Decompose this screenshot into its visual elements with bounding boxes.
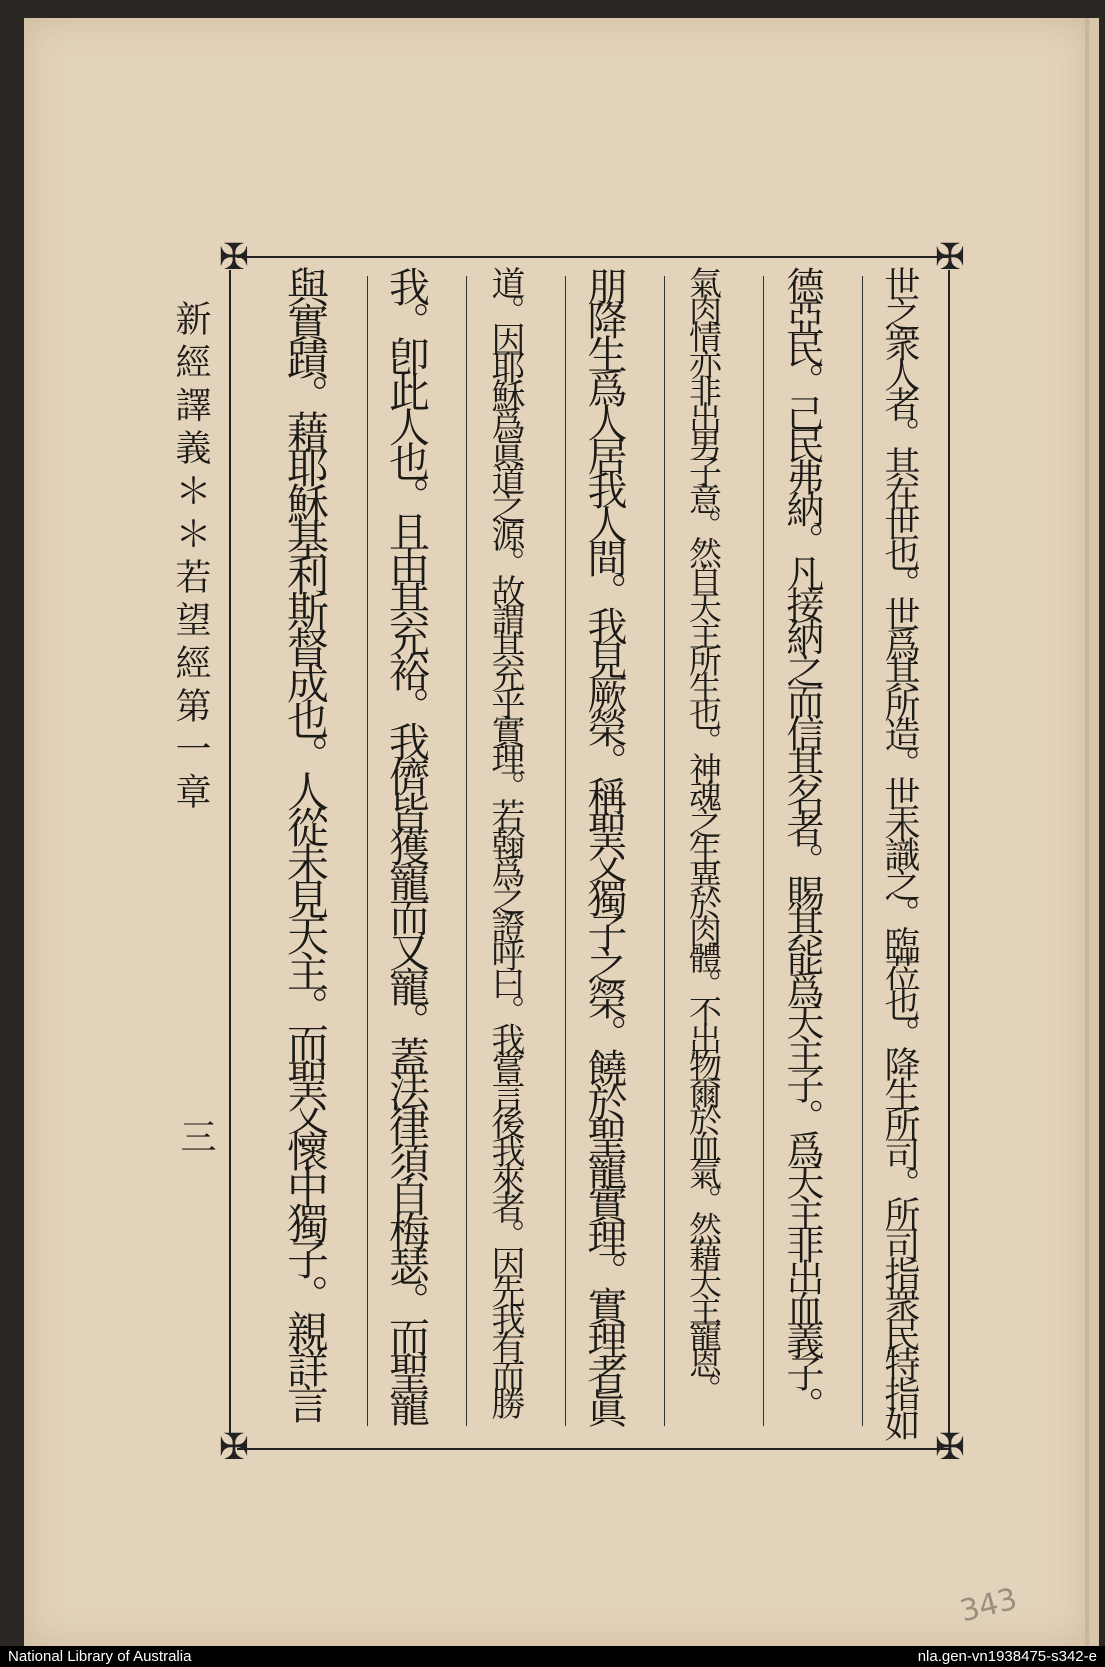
column-rule xyxy=(862,276,863,1426)
text-column-7: 與實蹟。藉耶穌基利斯督成也。人從未見天主。而聖父懷中獨子。親詳言 xyxy=(281,266,330,1418)
page-edge xyxy=(1085,18,1089,1646)
column-rule xyxy=(466,276,467,1426)
footer-identifier: nla.gen-vn1938475-s342-e xyxy=(917,1648,1097,1665)
text-column-2: 德亞民。己民弗納。凡接納之而信其名者。賜其能爲天主子。爲天主非出血義子。 xyxy=(780,266,824,1418)
page-number: 三 xyxy=(175,1118,216,1154)
ornament-top-right-icon: ✠ xyxy=(934,237,966,278)
text-column-5: 道。因耶穌爲眞道之源。故謂其充乎實理。若翰爲之證呼曰。我嘗言後我來者。因先我有而勝 xyxy=(485,266,525,1414)
text-column-6: 我。卽此人也。且由其充裕。我儕皆獲寵而又寵。蓋法律須自梅瑟。而聖寵 xyxy=(382,266,430,1421)
running-head: 新經譯義＊＊若望經第一章 xyxy=(170,300,211,816)
text-column-4: 朋降生爲人居我人間。我見厥榮。稱聖父獨子之榮。饒於聖寵實理。實理者眞 xyxy=(581,266,627,1422)
frame-left-rule xyxy=(229,270,231,1434)
column-rule xyxy=(664,276,665,1426)
column-rule xyxy=(565,276,566,1426)
pencil-annotation: 343 xyxy=(956,1581,1021,1630)
ornament-bottom-left-icon: ✠ xyxy=(218,1427,250,1468)
ornament-top-left-icon: ✠ xyxy=(218,237,250,278)
footer-bar xyxy=(0,1646,1105,1667)
text-column-1: 世之衆人者。其在世也。世爲其所造。世未識之。臨莅也。降生所司。所司指衆民特指如 xyxy=(879,266,920,1436)
text-column-3: 氣肉情亦非出男子意。然自天主所生也。神魂之生異於肉體。不出物爾於血氣。然藉天主寵恩。 xyxy=(684,266,723,1400)
footer-source: National Library of Australia xyxy=(8,1648,192,1665)
frame-right-rule xyxy=(948,270,950,1434)
column-rule xyxy=(763,276,764,1426)
ornament-bottom-right-icon: ✠ xyxy=(934,1427,966,1468)
column-rule xyxy=(367,276,368,1426)
